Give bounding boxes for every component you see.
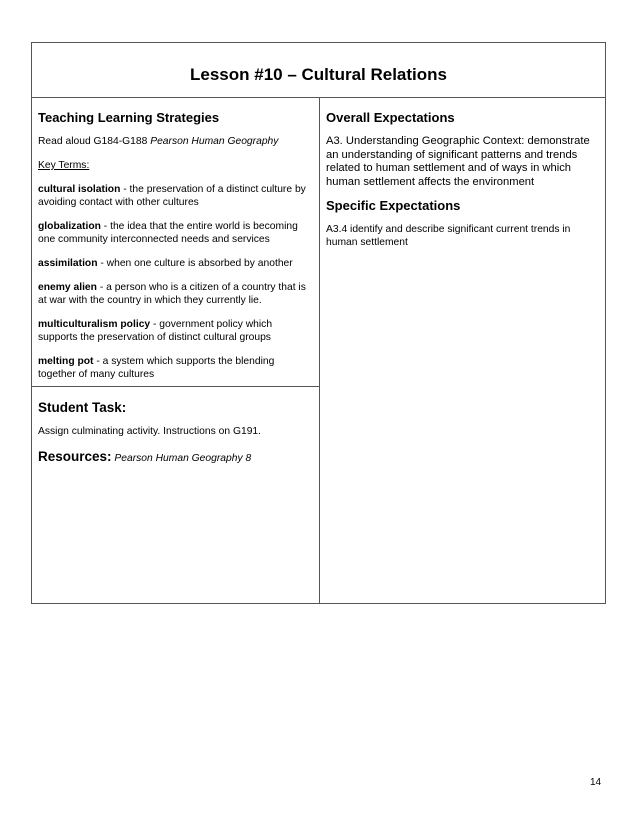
term-entry (38, 281, 313, 307)
expectations-cell (320, 98, 605, 603)
term-name: globalization (38, 221, 101, 232)
term-name: enemy alien (38, 282, 97, 293)
term-definition: - when one culture is absorbed by another (97, 258, 293, 269)
term-definition: - the preservation of a distinct culture by avoiding contact with other cultures (38, 184, 306, 208)
term-entry (38, 355, 313, 381)
specific-expectations-heading: Specific Expectations (326, 198, 461, 213)
key-terms-label (38, 159, 313, 172)
term-definition: - a person who is a citizen of a country that is at war with the country in which they currently lie. (38, 282, 306, 306)
teaching-strategies-heading: Teaching Learning Strategies (38, 110, 220, 125)
page-number: 14 (590, 777, 602, 788)
student-task-heading: Student Task: (38, 400, 127, 415)
overall-expectations-text: A3. Understanding Geographic Context: demonstrate an understanding of significant patterns and trends related to human settlement and of ways in which human settlement affects the environment (326, 135, 590, 188)
term-definition: - government policy which supports the preservation of distinct cultural groups (38, 319, 273, 343)
read-aloud-prefix: Read aloud G184-G188 (38, 136, 151, 147)
student-task-text: Assign culminating activity. Instructions on G191. (38, 426, 262, 437)
page-title: Lesson #10 – Cultural Relations (190, 65, 447, 84)
teaching-strategies-cell (32, 98, 319, 387)
term-entry (38, 257, 313, 270)
term-entry (38, 318, 313, 344)
resources-value: Pearson Human Geography 8 (111, 453, 252, 464)
term-name: assimilation (38, 258, 98, 269)
read-aloud-book: Pearson Human Geography (150, 136, 279, 147)
resources-label: Resources: (38, 449, 112, 464)
title-row (32, 43, 605, 98)
term-definition: - a system which supports the blending together of many cultures (38, 356, 275, 380)
term-entry (38, 220, 313, 246)
specific-expectations-text: A3.4 identify and describe significant current trends in human settlement (326, 224, 571, 248)
term-definition: - the idea that the entire world is becoming one community interconnected needs and services (38, 221, 298, 245)
resources-line (38, 449, 313, 464)
overall-expectations-heading: Overall Expectations (326, 110, 455, 125)
term-entry (38, 183, 313, 209)
lesson-table (31, 42, 606, 604)
student-task-cell (32, 387, 319, 603)
term-name: melting pot (38, 356, 94, 367)
read-aloud-line (38, 135, 313, 148)
term-name: cultural isolation (38, 184, 121, 195)
left-column (32, 98, 320, 603)
term-name: multiculturalism policy (38, 319, 151, 330)
key-terms-text: Key Terms: (38, 160, 90, 171)
